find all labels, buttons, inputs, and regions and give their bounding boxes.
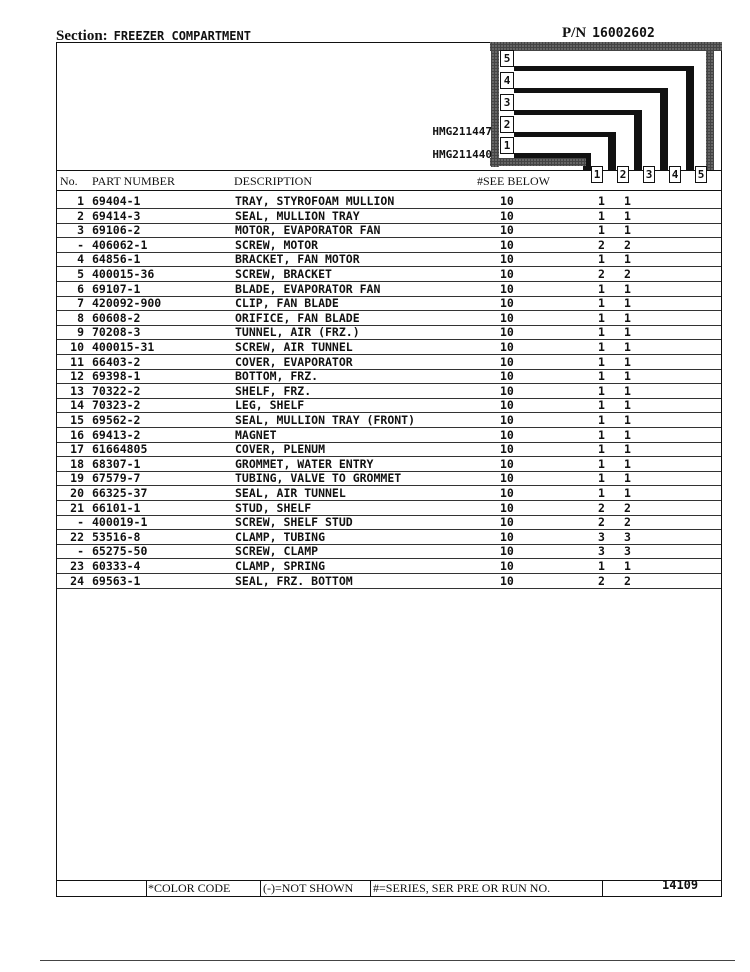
row-see-below: 10 (500, 208, 514, 223)
row-qty-series-2: 2 (624, 267, 631, 281)
row-part-number: 70208-3 (92, 325, 141, 340)
row-see-below: 10 (500, 252, 514, 267)
row-qty-series-1: 1 (598, 398, 605, 413)
row-see-below: 10 (500, 310, 514, 325)
row-item-number: - (77, 237, 84, 252)
table-row (0, 428, 750, 443)
table-row (0, 369, 750, 384)
row-description: LEG, SHELF (235, 398, 305, 413)
row-description: SEAL, MULLION TRAY (235, 208, 360, 223)
section-label: Section: (56, 28, 108, 44)
row-qty-series-2: 1 (624, 252, 631, 267)
row-part-number: 69106-2 (92, 223, 141, 238)
row-part-number: 60608-2 (92, 310, 141, 325)
row-description: COVER, PLENUM (235, 442, 326, 457)
col-header-series-2: 2 (617, 166, 629, 183)
col-header-series-4: 4 (669, 166, 681, 183)
row-qty-series-2: 1 (624, 340, 631, 354)
row-description: SCREW, CLAMP (235, 544, 319, 559)
row-see-below: 10 (500, 340, 514, 354)
row-qty-series-1: 3 (598, 544, 605, 559)
footer-not-shown: (-)=NOT SHOWN (263, 881, 354, 895)
row-qty-series-1: 2 (598, 237, 605, 252)
row-qty-series-2: 1 (624, 471, 631, 486)
row-part-number: 64856-1 (92, 252, 141, 267)
row-see-below: 10 (500, 325, 514, 340)
pn-value: 16002602 (592, 26, 655, 41)
row-qty-series-1: 2 (598, 267, 605, 281)
row-part-number: 68307-1 (92, 456, 141, 471)
row-qty-series-2: 2 (624, 237, 631, 252)
row-see-below: 10 (500, 529, 514, 544)
row-qty-series-1: 1 (598, 456, 605, 471)
table-row (0, 325, 750, 340)
row-part-number: 66403-2 (92, 354, 141, 369)
row-part-number: 406062-1 (92, 237, 148, 252)
table-row (0, 486, 750, 501)
row-see-below: 10 (500, 369, 514, 384)
table-row (0, 311, 750, 326)
table-row (0, 209, 750, 224)
pn-label: P/N (562, 25, 587, 41)
table-row (0, 340, 750, 355)
table-row (0, 530, 750, 545)
row-part-number: 60333-4 (92, 559, 141, 573)
row-part-number: 400019-1 (92, 515, 148, 530)
row-qty-series-2: 2 (624, 515, 631, 530)
row-description: SCREW, AIR TUNNEL (235, 340, 353, 354)
row-item-number: - (77, 515, 84, 530)
row-part-number: 70323-2 (92, 398, 141, 413)
row-qty-series-1: 2 (598, 500, 605, 515)
row-see-below: 10 (500, 413, 514, 427)
row-see-below: 10 (500, 354, 514, 369)
row-description: SEAL, MULLION TRAY (FRONT) (235, 413, 416, 427)
row-qty-series-2: 1 (624, 296, 631, 311)
row-part-number: 69413-2 (92, 427, 141, 442)
row-see-below: 10 (500, 442, 514, 457)
section-value: FREEZER COMPARTMENT (113, 29, 251, 43)
col-header-series-5: 5 (695, 166, 707, 183)
row-description: TUNNEL, AIR (FRZ.) (235, 325, 360, 340)
row-qty-series-2: 1 (624, 559, 631, 573)
row-item-number: 21 (70, 500, 84, 515)
row-qty-series-1: 1 (598, 296, 605, 311)
row-qty-series-2: 1 (624, 486, 631, 500)
table-row (0, 544, 750, 559)
row-qty-series-2: 1 (624, 442, 631, 457)
table-row (0, 457, 750, 472)
row-see-below: 10 (500, 427, 514, 442)
footer-divider (602, 880, 603, 897)
row-part-number: 65275-50 (92, 544, 148, 559)
row-part-number: 69563-1 (92, 573, 141, 588)
row-qty-series-1: 1 (598, 281, 605, 296)
row-item-number: 12 (70, 369, 84, 384)
row-item-number: 11 (70, 354, 84, 369)
page-number: 14109 (662, 878, 699, 892)
row-qty-series-2: 1 (624, 456, 631, 471)
row-part-number: 400015-31 (92, 340, 155, 354)
row-qty-series-1: 3 (598, 529, 605, 544)
row-item-number: 13 (70, 383, 84, 398)
row-see-below: 10 (500, 296, 514, 311)
row-see-below: 10 (500, 500, 514, 515)
row-item-number: 14 (70, 398, 84, 413)
row-qty-series-2: 2 (624, 573, 631, 588)
col-header-series-1: 1 (591, 166, 603, 183)
row-qty-series-1: 1 (598, 442, 605, 457)
table-row (0, 238, 750, 253)
footer-divider (260, 880, 261, 897)
row-qty-series-2: 1 (624, 413, 631, 427)
row-qty-series-2: 3 (624, 529, 631, 544)
row-item-number: 5 (77, 267, 84, 281)
row-qty-series-2: 1 (624, 325, 631, 340)
row-qty-series-1: 2 (598, 515, 605, 530)
series-box-1: 1 (500, 137, 514, 154)
series-box-2: 2 (500, 116, 514, 133)
row-qty-series-1: 1 (598, 354, 605, 369)
row-description: SHELF, FRZ. (235, 383, 312, 398)
row-qty-series-1: 1 (598, 383, 605, 398)
row-item-number: 2 (77, 208, 84, 223)
row-qty-series-2: 1 (624, 223, 631, 238)
row-item-number: 1 (77, 194, 84, 208)
row-description: TRAY, STYROFOAM MULLION (235, 194, 395, 208)
row-qty-series-1: 1 (598, 413, 605, 427)
row-qty-series-1: 1 (598, 427, 605, 442)
row-qty-series-2: 1 (624, 427, 631, 442)
row-item-number: 15 (70, 413, 84, 427)
row-part-number: 69414-3 (92, 208, 141, 223)
row-part-number: 69398-1 (92, 369, 141, 384)
row-description: CLAMP, SPRING (235, 559, 326, 573)
row-item-number: 23 (70, 559, 84, 573)
row-description: MAGNET (235, 427, 277, 442)
table-row (0, 442, 750, 457)
row-qty-series-1: 1 (598, 194, 605, 208)
row-item-number: 24 (70, 573, 84, 588)
model-number: HMG211440 (432, 148, 492, 161)
row-see-below: 10 (500, 281, 514, 296)
row-see-below: 10 (500, 456, 514, 471)
series-box-3: 3 (500, 94, 514, 111)
footer-divider (146, 880, 147, 897)
row-item-number: 17 (70, 442, 84, 457)
page-bottom-rule (40, 960, 735, 961)
row-see-below: 10 (500, 573, 514, 588)
row-see-below: 10 (500, 486, 514, 500)
row-see-below: 10 (500, 194, 514, 208)
model-number: HMG211447 (432, 125, 492, 138)
row-rule (57, 588, 721, 589)
row-description: TUBING, VALVE TO GROMMET (235, 471, 402, 486)
row-item-number: 19 (70, 471, 84, 486)
row-qty-series-1: 1 (598, 486, 605, 500)
row-qty-series-1: 1 (598, 559, 605, 573)
row-description: SEAL, AIR TUNNEL (235, 486, 346, 500)
row-description: CLIP, FAN BLADE (235, 296, 339, 311)
row-item-number: 18 (70, 456, 84, 471)
footer-color-code: *COLOR CODE (148, 881, 231, 895)
col-header-see-below: #SEE BELOW (477, 174, 550, 188)
row-part-number: 69404-1 (92, 194, 141, 208)
table-row (0, 501, 750, 516)
row-item-number: 16 (70, 427, 84, 442)
row-description: CLAMP, TUBING (235, 529, 326, 544)
row-part-number: 400015-36 (92, 267, 155, 281)
col-header-description: DESCRIPTION (234, 174, 313, 188)
row-item-number: 4 (77, 252, 84, 267)
row-qty-series-2: 1 (624, 194, 631, 208)
row-qty-series-1: 1 (598, 223, 605, 238)
row-description: SEAL, FRZ. BOTTOM (235, 573, 353, 588)
table-row (0, 296, 750, 311)
row-item-number: 7 (77, 296, 84, 311)
row-description: MOTOR, EVAPORATOR FAN (235, 223, 381, 238)
row-item-number: 10 (70, 340, 84, 354)
footer-divider (370, 880, 371, 897)
series-box-5: 5 (500, 50, 514, 67)
row-item-number: 9 (77, 325, 84, 340)
table-row (0, 559, 750, 574)
row-part-number: 66101-1 (92, 500, 141, 515)
table-row (0, 413, 750, 428)
row-item-number: 3 (77, 223, 84, 238)
row-part-number: 67579-7 (92, 471, 141, 486)
row-description: GROMMET, WATER ENTRY (235, 456, 374, 471)
row-item-number: 20 (70, 486, 84, 500)
row-qty-series-2: 1 (624, 398, 631, 413)
table-row (0, 574, 750, 589)
row-qty-series-1: 1 (598, 340, 605, 354)
row-item-number: 22 (70, 529, 84, 544)
row-description: BLADE, EVAPORATOR FAN (235, 281, 381, 296)
row-qty-series-2: 1 (624, 208, 631, 223)
table-row (0, 252, 750, 267)
row-part-number: 69562-2 (92, 413, 141, 427)
row-see-below: 10 (500, 515, 514, 530)
row-part-number: 66325-37 (92, 486, 148, 500)
row-item-number: - (77, 544, 84, 559)
series-box-4: 4 (500, 72, 514, 89)
table-row (0, 267, 750, 282)
col-header-part-number: PART NUMBER (92, 174, 175, 188)
row-see-below: 10 (500, 544, 514, 559)
row-see-below: 10 (500, 223, 514, 238)
row-item-number: 8 (77, 310, 84, 325)
row-qty-series-1: 1 (598, 208, 605, 223)
row-qty-series-1: 1 (598, 252, 605, 267)
header-bottom-rule (56, 190, 722, 191)
row-qty-series-2: 1 (624, 310, 631, 325)
row-qty-series-2: 2 (624, 500, 631, 515)
row-qty-series-1: 2 (598, 573, 605, 588)
row-part-number: 61664805 (92, 442, 148, 457)
table-row (0, 282, 750, 297)
table-row (0, 223, 750, 238)
row-qty-series-1: 1 (598, 325, 605, 340)
table-row (0, 471, 750, 486)
row-qty-series-2: 1 (624, 281, 631, 296)
row-qty-series-2: 1 (624, 354, 631, 369)
row-part-number: 70322-2 (92, 383, 141, 398)
footer-series-legend: #=SERIES, SER PRE OR RUN NO. (373, 881, 551, 895)
row-see-below: 10 (500, 237, 514, 252)
row-description: SCREW, BRACKET (235, 267, 332, 281)
row-see-below: 10 (500, 383, 514, 398)
row-qty-series-1: 1 (598, 471, 605, 486)
row-part-number: 53516-8 (92, 529, 141, 544)
table-row (0, 515, 750, 530)
row-qty-series-2: 1 (624, 369, 631, 384)
table-row (0, 398, 750, 413)
row-description: BRACKET, FAN MOTOR (235, 252, 360, 267)
row-description: STUD, SHELF (235, 500, 312, 515)
table-row (0, 194, 750, 209)
col-header-no: No. (60, 174, 78, 188)
row-part-number: 69107-1 (92, 281, 141, 296)
row-part-number: 420092-900 (92, 296, 162, 311)
table-row (0, 355, 750, 370)
row-description: BOTTOM, FRZ. (235, 369, 319, 384)
row-item-number: 6 (77, 281, 84, 296)
row-description: SCREW, MOTOR (235, 237, 319, 252)
col-header-series-3: 3 (643, 166, 655, 183)
row-qty-series-1: 1 (598, 310, 605, 325)
row-see-below: 10 (500, 267, 514, 281)
row-description: SCREW, SHELF STUD (235, 515, 353, 530)
row-see-below: 10 (500, 559, 514, 573)
row-qty-series-2: 1 (624, 383, 631, 398)
row-qty-series-2: 3 (624, 544, 631, 559)
row-see-below: 10 (500, 471, 514, 486)
row-see-below: 10 (500, 398, 514, 413)
row-qty-series-1: 1 (598, 369, 605, 384)
table-row (0, 384, 750, 399)
row-description: ORIFICE, FAN BLADE (235, 310, 360, 325)
row-description: COVER, EVAPORATOR (235, 354, 353, 369)
